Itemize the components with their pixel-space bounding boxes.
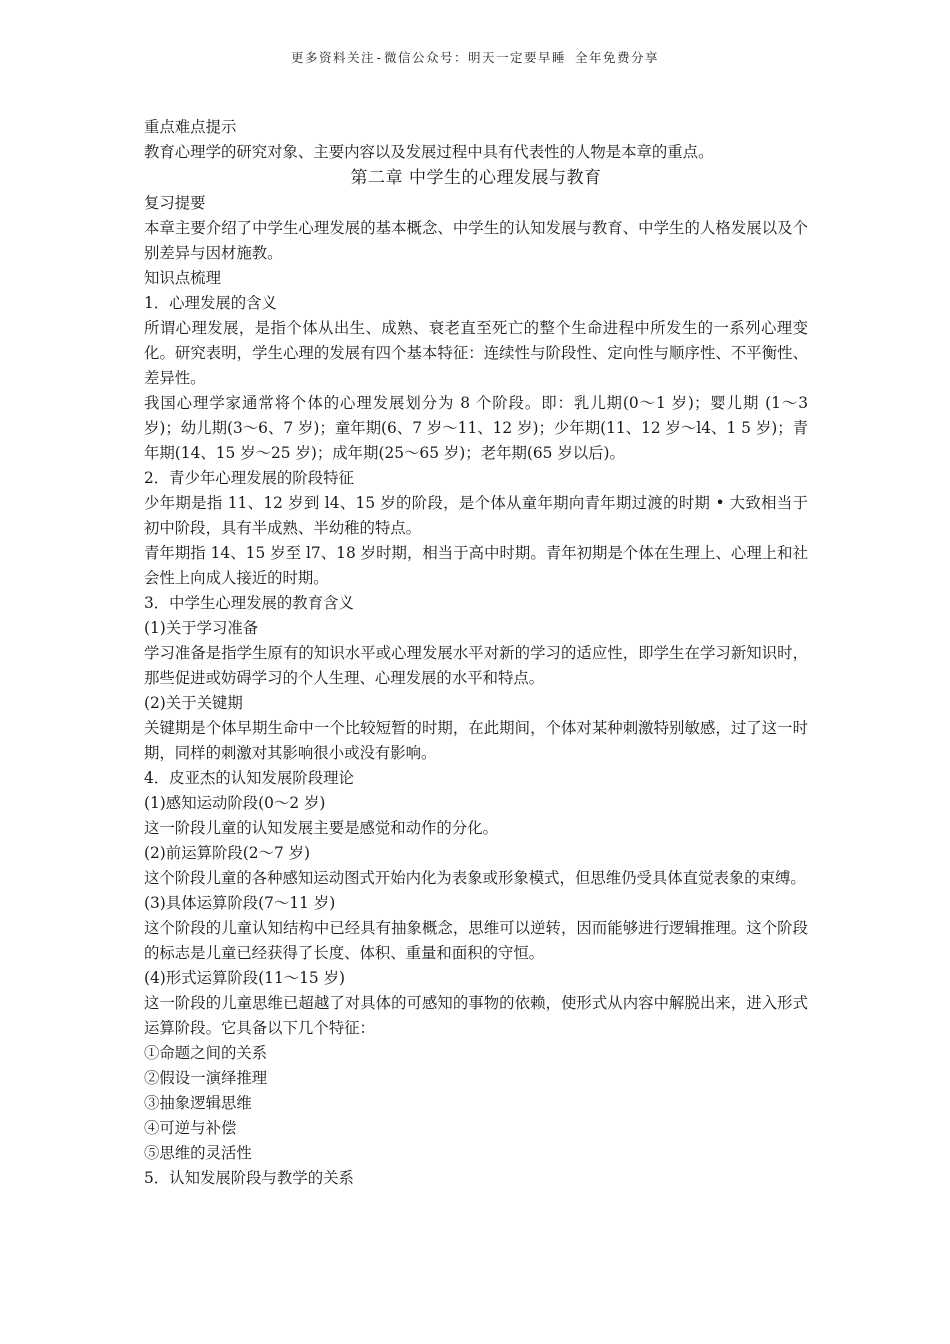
document-body bbox=[144, 115, 808, 1191]
section-3-subtext-1: 学习准备是指学生原有的知识水平或心理发展水平对新的学习的适应性，即学生在学习新知识时，那些促进或妨碍学习的个人生理、心理发展的水平和特点。 bbox=[144, 644, 808, 687]
section-4-heading: 4．皮亚杰的认知发展阶段理论 bbox=[144, 769, 354, 787]
section-4-subheading-2: (2)前运算阶段(2～7 岁) bbox=[144, 844, 311, 862]
section-4-subtext-4: 这一阶段的儿童思维已超越了对具体的可感知的事物的依赖，使形式从内容中解脱出来，进入形式运算阶段。它具备以下几个特征： bbox=[144, 994, 808, 1037]
section-3-heading: 3．中学生心理发展的教育含义 bbox=[144, 594, 354, 612]
section-4-subheading-4: (4)形式运算阶段(11～15 岁) bbox=[144, 969, 345, 987]
section-2-heading: 2．青少年心理发展的阶段特征 bbox=[144, 469, 354, 487]
feature-item: ④可逆与补偿 bbox=[144, 1119, 237, 1137]
review-heading: 复习提要 bbox=[144, 194, 206, 212]
section-4-subtext-1: 这一阶段儿童的认知发展主要是感觉和动作的分化。 bbox=[144, 819, 498, 837]
section-5-heading: 5．认知发展阶段与教学的关系 bbox=[144, 1169, 354, 1187]
section-4-subheading-3: (3)具体运算阶段(7～11 岁) bbox=[144, 894, 336, 912]
feature-item: ⑤思维的灵活性 bbox=[144, 1144, 252, 1162]
section-2-paragraph-2: 青年期指 14、15 岁至 l7、18 岁时期，相当于高中时期。青年初期是个体在生理上、心理上和社会性上向成人接近的时期。 bbox=[144, 544, 808, 587]
chapter-title: 第二章 中学生的心理发展与教育 bbox=[350, 168, 602, 188]
key-points-heading: 重点难点提示 bbox=[144, 118, 237, 136]
section-4-subheading-1: (1)感知运动阶段(0～2 岁) bbox=[144, 794, 326, 812]
section-4-subtext-3: 这个阶段的儿童认知结构中已经具有抽象概念，思维可以逆转，因而能够进行逻辑推理。这个阶段的标志是儿童已经获得了长度、体积、重量和面积的守恒。 bbox=[144, 919, 808, 962]
section-3-subheading-1: (1)关于学习准备 bbox=[144, 619, 259, 637]
section-3-subheading-2: (2)关于关键期 bbox=[144, 694, 243, 712]
review-text: 本章主要介绍了中学生心理发展的基本概念、中学生的认知发展与教育、中学生的人格发展以及个别差异与因材施教。 bbox=[144, 219, 808, 262]
section-4-subtext-2: 这个阶段儿童的各种感知运动图式开始内化为表象或形象模式，但思维仍受具体直觉表象的束缚。 bbox=[144, 869, 806, 887]
section-2-paragraph-1: 少年期是指 11、12 岁到 l4、15 岁的阶段，是个体从童年期向青年期过渡的时期 • 大致相当于初中阶段，具有半成熟、半幼稚的特点。 bbox=[144, 494, 808, 537]
feature-item: ②假设一演绎推理 bbox=[144, 1069, 268, 1087]
knowledge-heading: 知识点梳理 bbox=[144, 269, 221, 287]
header-banner: 更多资料关注-微信公众号：明天一定要早睡 全年免费分享 bbox=[290, 50, 660, 65]
section-1-paragraph-2: 我国心理学家通常将个体的心理发展划分为 8 个阶段。即：乳儿期(0～1 岁)；婴儿期 (1～3 岁)；幼儿期(3～6、7 岁)；童年期(6、7 岁～11、12 岁)；少年期(11、12 岁～l4、1 5 岁)；青年期(14、15 岁～25 岁)；成年期(25～65 岁)；老年期(65 岁以后)。 bbox=[144, 394, 808, 462]
section-3-subtext-2: 关键期是个体早期生命中一个比较短暂的时期，在此期间，个体对某种刺激特别敏感，过了这一时期，同样的刺激对其影响很小或没有影响。 bbox=[144, 719, 808, 762]
feature-item: ①命题之间的关系 bbox=[144, 1044, 268, 1062]
section-1-paragraph-1: 所谓心理发展，是指个体从出生、成熟、衰老直至死亡的整个生命进程中所发生的一系列心理变化。研究表明，学生心理的发展有四个基本特征：连续性与阶段性、定向性与顺序性、不平衡性、差异性。 bbox=[144, 319, 808, 387]
feature-item: ③抽象逻辑思维 bbox=[144, 1094, 252, 1112]
section-1-heading: 1．心理发展的含义 bbox=[144, 294, 277, 312]
key-points-text: 教育心理学的研究对象、主要内容以及发展过程中具有代表性的人物是本章的重点。 bbox=[144, 143, 714, 161]
